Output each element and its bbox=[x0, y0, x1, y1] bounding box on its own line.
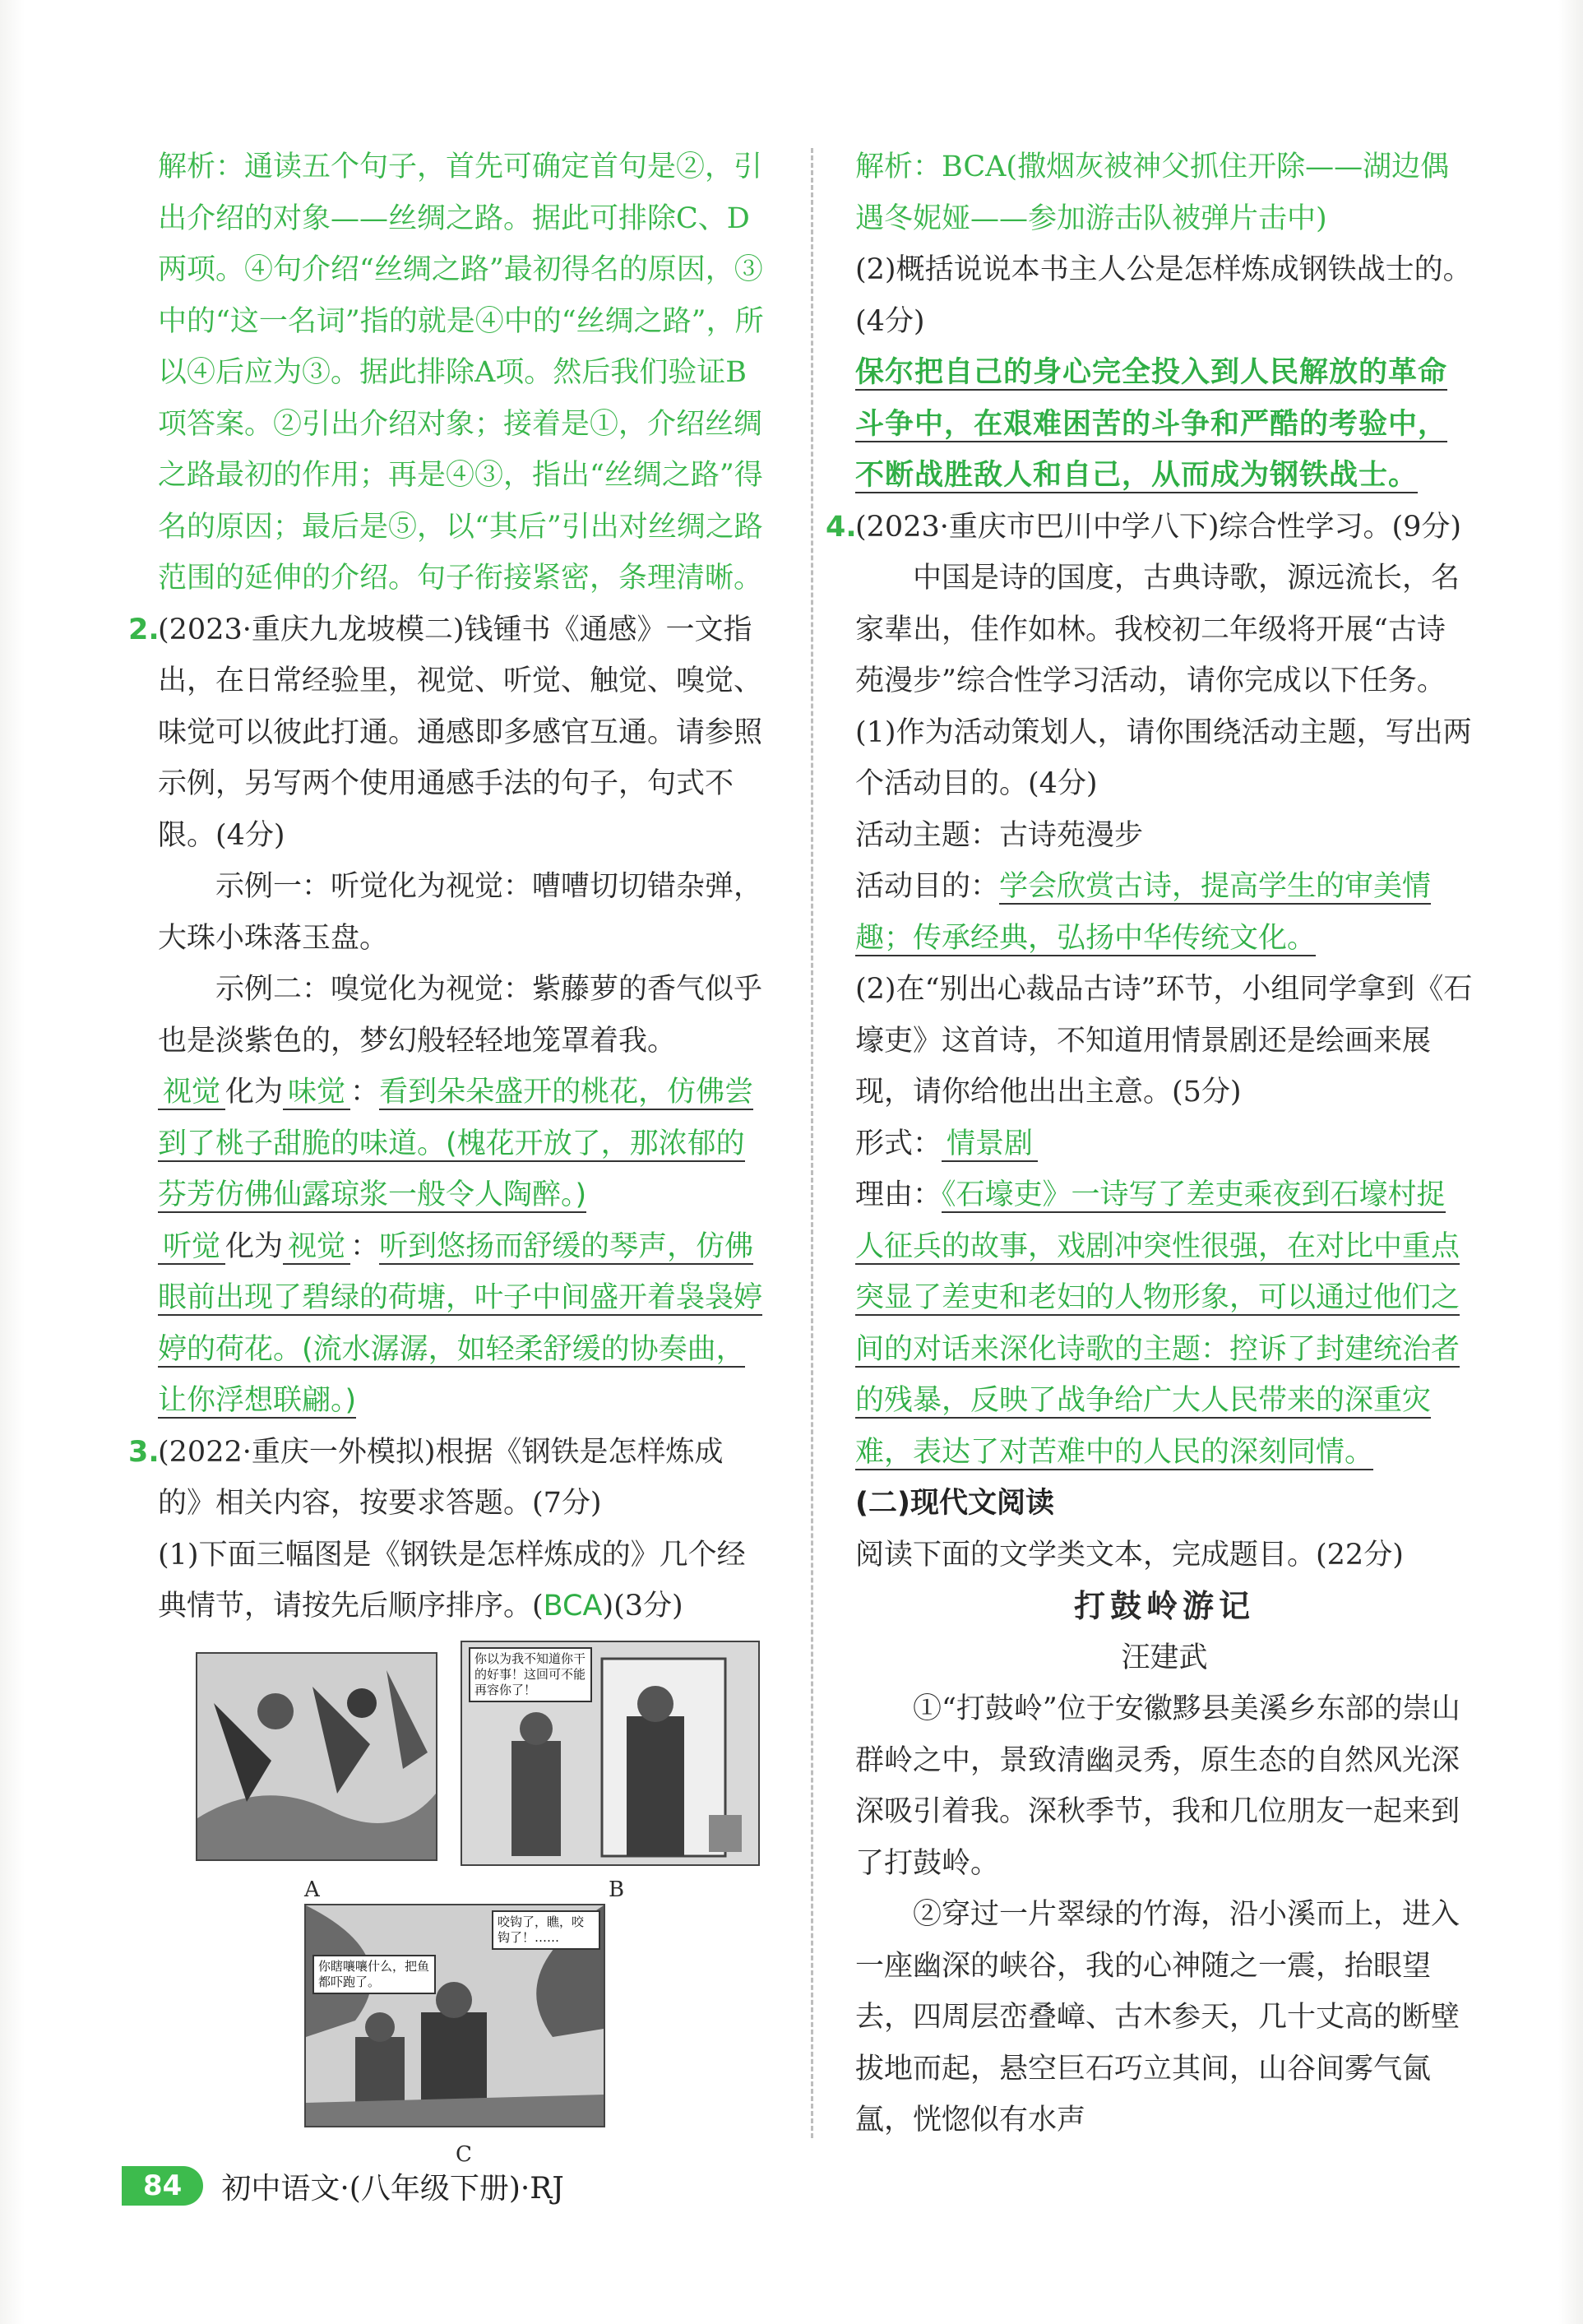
speech-bubble-c-1: 咬钩了，瞧，咬钩了！…… bbox=[492, 1910, 600, 1950]
question-3-number: 3. bbox=[128, 1435, 160, 1469]
answer-2-second: 听觉 化为 视觉 ：听到悠扬而舒缓的琴声，仿佛眼前出现了碧绿的荷塘，叶子中间盛开着袅袅婷婷的荷花。(流水潺潺，如轻柔舒缓的协奏曲，让你浮想联翩。) bbox=[158, 1229, 763, 1417]
question-3-sub1-answer: BCA bbox=[543, 1590, 603, 1623]
answer-2-2-text: 听到悠扬而舒缓的琴声，仿佛眼前出现了碧绿的荷塘，叶子中间盛开着袅袅婷婷的荷花。(流水潺潺，如轻柔舒缓的协奏曲，让你浮想联翩。) bbox=[158, 1229, 763, 1417]
answer-2-2-from: 听觉 bbox=[158, 1230, 225, 1265]
essay-title: 打鼓岭游记 bbox=[1073, 1587, 1255, 1624]
question-2-stem: 2.(2023·重庆九龙坡模二)钱锺书《通感》一文指出，在日常经验里，视觉、听觉、触觉、嗅觉、味觉可以彼此打通。通感即多感官互通。请参照示例，另写两个使用通感手法的句子，句式不限。(4分) bbox=[158, 604, 766, 862]
answer-2-1-to: 味觉 bbox=[283, 1076, 350, 1110]
hua-wei-label: 化为 bbox=[225, 1076, 284, 1109]
analysis-q1: 解析：通读五个句子，首先可确定首句是②，引出介绍的对象——丝绸之路。据此可排除C、D两项。④句介绍“丝绸之路”最初得名的原因，③中的“这一名词”指的就是④中的“丝绸之路”，所以④后应为③。据此排除A项。然后我们验证B项答案。②引出介绍对象；接着是①，介绍丝绸之路最初的作用；再是④③，指出“丝绸之路”得名的原因；最后是⑤，以“其后”引出对丝绸之路范围的延伸的介绍。句子衔接紧密，条理清晰。 bbox=[158, 150, 764, 595]
answer-2-1-text: 看到朵朵盛开的桃花，仿佛尝到了桃子甜脆的味道。(槐花开放了，那浓郁的芬芳仿佛仙露琼浆一般令人陶醉。) bbox=[158, 1076, 754, 1211]
activity-purpose-answer: 学会欣赏古诗，提高学生的审美情趣；传承经典，弘扬中华传统文化。 bbox=[855, 870, 1432, 955]
section-heading: (二)现代文阅读 bbox=[855, 1487, 1054, 1520]
illustration-a bbox=[196, 1652, 437, 1861]
illustration-c bbox=[304, 1904, 605, 2127]
analysis-q3-1: 解析：BCA(撒烟灰被神父抓住开除——湖边偶遇冬妮娅——参加游击队被弹片击中) bbox=[855, 150, 1450, 235]
question-4-sub1: (1)作为活动策划人，请你围绕活动主题，写出两个活动目的。(4分) bbox=[855, 715, 1472, 800]
section-intro: 阅读下面的文学类文本，完成题目。(22分) bbox=[855, 1538, 1404, 1572]
page-number: 84 bbox=[122, 2166, 203, 2206]
essay-paragraph-2: ②穿过一片翠绿的竹海，沿小溪而上，进入一座幽深的峡谷，我的心神随之一震，抬眼望去，四周层峦叠嶂、古木参天，几十丈高的断壁拔地而起，悬空巨石巧立其间，山谷间雾气氤氲，恍惚似有水声 bbox=[855, 1898, 1460, 2137]
illustration-b-label: B bbox=[609, 1877, 625, 1902]
answer-2-2-to: 视觉 bbox=[283, 1230, 350, 1265]
book-title: 初中语文·(八年级下册)·RJ bbox=[221, 2171, 564, 2206]
form-answer: 情景剧 bbox=[942, 1127, 1038, 1162]
answer-2-1-from: 视觉 bbox=[158, 1076, 225, 1110]
activity-theme: 活动主题：古诗苑漫步 bbox=[855, 818, 1144, 852]
illustration-a-drawing bbox=[197, 1654, 436, 1859]
hua-wei-label-2: 化为 bbox=[225, 1229, 284, 1263]
illustration-c-label: C bbox=[456, 2141, 472, 2167]
left-column bbox=[128, 141, 766, 2167]
question-3-stem: 3.(2022·重庆一外模拟)根据《钢铁是怎样炼成的》相关内容，按要求答题。(7分) bbox=[158, 1427, 766, 1530]
question-3-sub1: (1)下面三幅图是《钢铁是怎样炼成的》几个经典情节，请按先后顺序排序。(BCA)(3分) bbox=[158, 1538, 746, 1623]
activity-purpose: 活动目的：学会欣赏古诗，提高学生的审美情趣；传承经典，弘扬中华传统文化。 bbox=[855, 870, 1432, 955]
speech-bubble-b: 你以为我不知道你干的好事！这回可不能再容你了！ bbox=[469, 1647, 592, 1702]
column-divider bbox=[811, 148, 813, 2138]
question-4-intro: 中国是诗的国度，古典诗歌，源远流长，名家辈出，佳作如林。我校初二年级将开展“古诗苑漫步”综合性学习活动，请你完成以下任务。 bbox=[855, 562, 1460, 697]
essay-paragraph-1: ①“打鼓岭”位于安徽黟县美溪乡东部的崇山群岭之中，景致清幽灵秀，原生态的自然风光深深吸引着我。深秋季节，我和几位朋友一起来到了打鼓岭。 bbox=[855, 1692, 1460, 1880]
example-1: 示例一：听觉化为视觉：嘈嘈切切错杂弹，大珠小珠落玉盘。 bbox=[158, 870, 763, 955]
illustration-b bbox=[461, 1641, 760, 1866]
reason-line: 理由：《石壕吏》一诗写了差吏乘夜到石壕村捉人征兵的故事，戏剧冲突性很强，在对比中重点突显了差吏和老妇的人物形象，可以通过他们之间的对话来深化诗歌的主题：控诉了封建统治者的残暴，反映了战争给广大人民带来的深重灾难，表达了对苦难中的人民的深刻同情。 bbox=[855, 1178, 1460, 1469]
question-4-stem: 4.(2023·重庆市巴川中学八下)综合性学习。(9分) bbox=[855, 502, 1474, 553]
page-footer bbox=[122, 2161, 564, 2211]
essay-author: 汪建武 bbox=[1121, 1641, 1208, 1674]
illustration-a-label: A bbox=[304, 1877, 320, 1902]
example-2: 示例二：嗅觉化为视觉：紫藤萝的香气似乎也是淡紫色的，梦幻般轻轻地笼罩着我。 bbox=[158, 973, 763, 1058]
question-2-number: 2. bbox=[128, 613, 160, 646]
question-4-sub2: (2)在“别出心裁品古诗”环节，小组同学拿到《石壕吏》这首诗，不知道用情景剧还是绘画来展现，请你给他出出主意。(5分) bbox=[855, 973, 1473, 1109]
question-4-number: 4. bbox=[826, 510, 857, 544]
illustration-group bbox=[158, 1641, 766, 2167]
right-column bbox=[826, 141, 1474, 2146]
question-3-sub2-answer: 保尔把自己的身心完全投入到人民解放的革命斗争中，在艰难困苦的斗争和严酷的考验中，不断战胜敌人和自己，从而成为钢铁战士。 bbox=[855, 356, 1448, 492]
question-3-sub2: (2)概括说说本书主人公是怎样炼成钢铁战士的。(4分) bbox=[855, 253, 1472, 338]
speech-bubble-c-2: 你瞎嚷嚷什么，把鱼都吓跑了。 bbox=[312, 1955, 436, 1994]
answer-2-first: 视觉 化为 味觉 ：看到朵朵盛开的桃花，仿佛尝到了桃子甜脆的味道。(槐花开放了，那浓郁的芬芳仿佛仙露琼浆一般令人陶醉。) bbox=[158, 1076, 754, 1211]
form-line: 形式： 情景剧 bbox=[855, 1118, 1474, 1170]
reason-answer: 《石壕吏》一诗写了差吏乘夜到石壕村捉人征兵的故事，戏剧冲突性很强，在对比中重点突显了差吏和老妇的人物形象，可以通过他们之间的对话来深化诗歌的主题：控诉了封建统治者的残暴，反映了战争给广大人民带来的深重灾难，表达了对苦难中的人民的深刻同情。 bbox=[855, 1178, 1460, 1469]
